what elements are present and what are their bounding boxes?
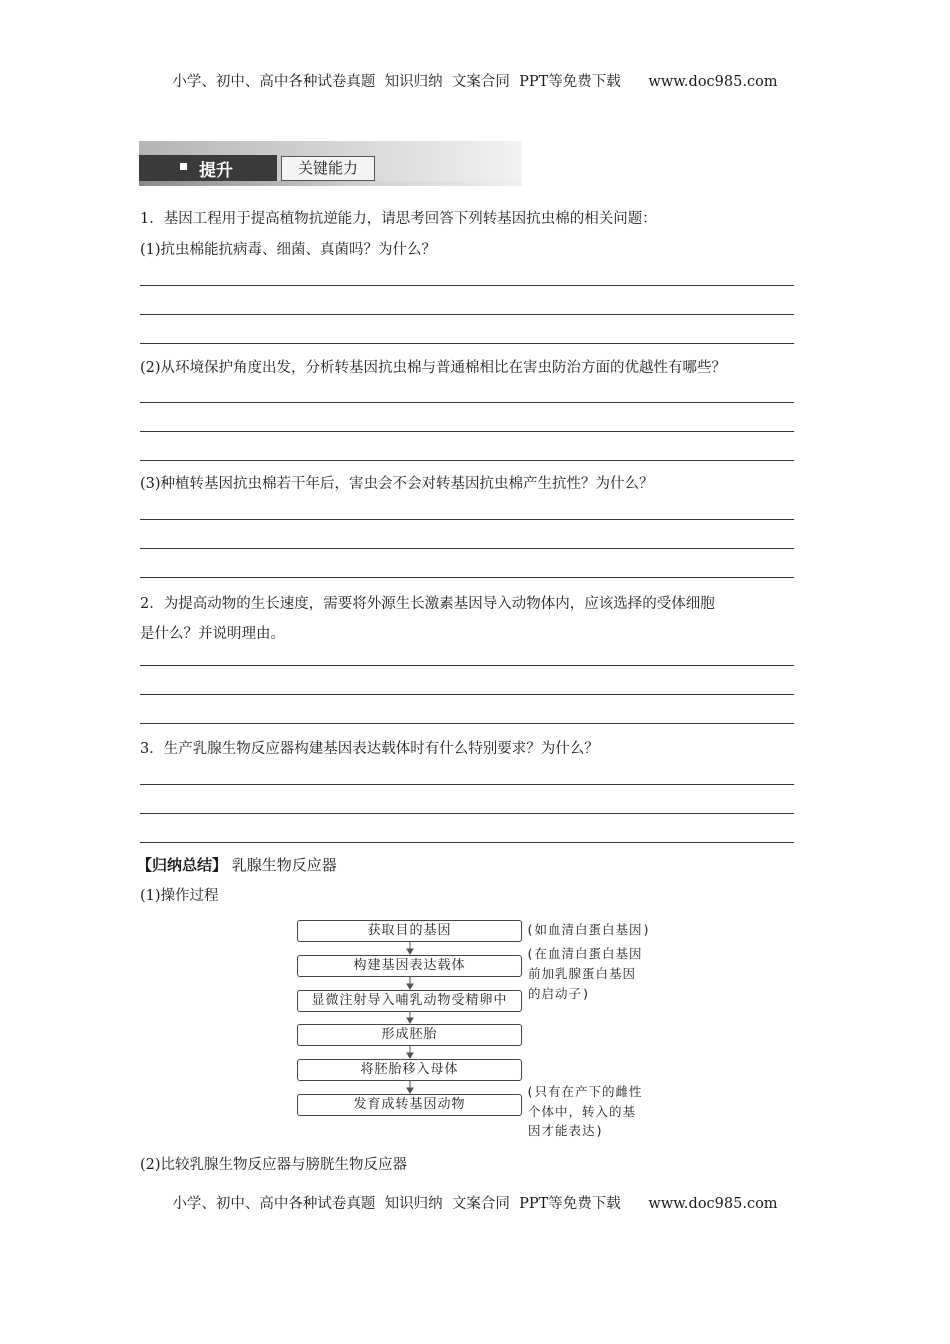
answer-line[interactable] <box>140 343 794 344</box>
answer-line[interactable] <box>140 460 794 461</box>
summary-sub-1: (1)操作过程 <box>140 888 219 904</box>
answer-line[interactable] <box>140 694 794 695</box>
question-3: 3．生产乳腺生物反应器构建基因表达载体时有什么特别要求？为什么？ <box>140 741 599 757</box>
flow-step-1: 获取目的基因 <box>297 920 522 942</box>
banner-stripe <box>139 181 522 186</box>
flow-step-4: 形成胚胎 <box>297 1024 522 1046</box>
question-1-part-2: (2)从环境保护角度出发，分析转基因抗虫棉与普通棉相比在害虫防治方面的优越性有哪些？ <box>140 360 727 376</box>
answer-line[interactable] <box>140 665 794 666</box>
section-banner <box>139 141 522 186</box>
flow-note-2-line-2: 前加乳腺蛋白基因 <box>528 966 637 981</box>
answer-line[interactable] <box>140 519 794 520</box>
answer-line[interactable] <box>140 784 794 785</box>
page-header: 小学、初中、高中各种试卷真题 知识归纳 文案合同 PPT等免费下载 www.doc985.com <box>172 74 778 90</box>
answer-line[interactable] <box>140 402 794 403</box>
flow-arrow-head <box>407 984 413 989</box>
question-1-stem: 1．基因工程用于提高植物抗逆能力，请思考回答下列转基因抗虫棉的相关问题： <box>140 211 657 227</box>
question-2-line-1: 2．为提高动物的生长速度，需要将外源生长激素基因导入动物体内，应该选择的受体细胞 <box>140 596 715 612</box>
flow-note-3-line-2: 个体中，转入的基 <box>528 1104 637 1119</box>
flow-note-3-line-1: (只有在产下的雌性 <box>526 1084 643 1099</box>
question-1-part-1: (1)抗虫棉能抗病毒、细菌、真菌吗？为什么？ <box>140 242 437 258</box>
flow-arrow-head <box>407 1018 413 1023</box>
answer-line[interactable] <box>140 723 794 724</box>
flow-step-5: 将胚胎移入母体 <box>297 1059 522 1081</box>
answer-line[interactable] <box>140 842 794 843</box>
summary-title: 乳腺生物反应器 <box>231 856 337 874</box>
page-footer: 小学、初中、高中各种试卷真题 知识归纳 文案合同 PPT等免费下载 www.doc985.com <box>172 1196 778 1212</box>
answer-line[interactable] <box>140 813 794 814</box>
answer-line[interactable] <box>140 314 794 315</box>
flow-arrow-head <box>407 1053 413 1058</box>
square-bullet-icon <box>180 163 187 170</box>
summary-heading <box>137 854 337 875</box>
flow-note-2-line-3: 的启动子) <box>528 986 591 1001</box>
flow-note-3-line-3: 因才能表达) <box>528 1123 605 1138</box>
flow-arrow-head <box>407 949 413 954</box>
question-2-line-2: 是什么？并说明理由。 <box>140 626 285 642</box>
flow-note-1: (如血清白蛋白基因) <box>526 922 652 937</box>
flow-note-2-line-1: (在血清白蛋白基因 <box>526 946 643 961</box>
flow-step-2: 构建基因表达载体 <box>297 955 522 977</box>
summary-label: 【归纳总结】 <box>137 856 228 874</box>
flow-step-3: 显微注射导入哺乳动物受精卵中 <box>297 990 522 1012</box>
banner-title: 提升 <box>199 161 233 181</box>
flow-step-6: 发育成转基因动物 <box>297 1094 522 1116</box>
summary-sub-2: (2)比较乳腺生物反应器与膀胱生物反应器 <box>140 1157 408 1173</box>
answer-line[interactable] <box>140 548 794 549</box>
question-1-part-3: (3)种植转基因抗虫棉若干年后，害虫会不会对转基因抗虫棉产生抗性？为什么？ <box>140 476 654 492</box>
answer-line[interactable] <box>140 285 794 286</box>
answer-line[interactable] <box>140 431 794 432</box>
banner-subtitle: 关键能力 <box>281 156 375 181</box>
answer-line[interactable] <box>140 577 794 578</box>
flow-arrow-head <box>407 1088 413 1093</box>
